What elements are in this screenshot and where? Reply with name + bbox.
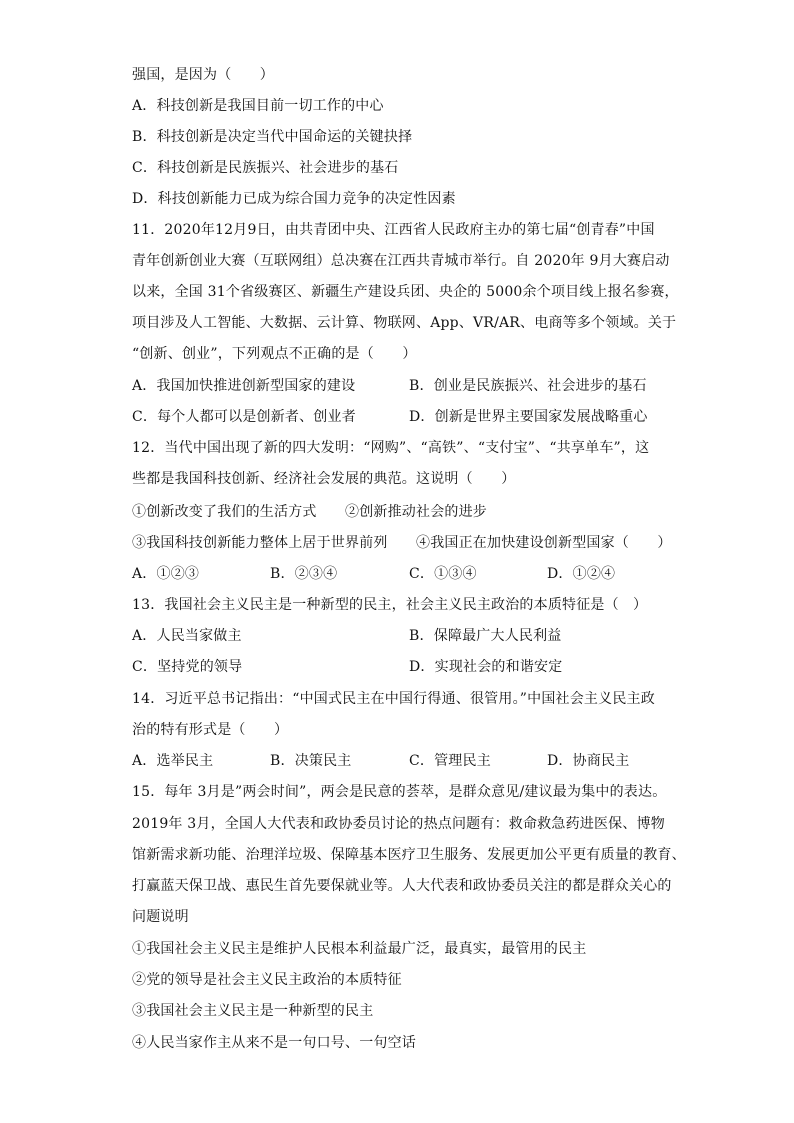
q14-option-d: D．协商民主 bbox=[547, 753, 630, 769]
q11-option-b: B．创业是民族振兴、社会进步的基石 bbox=[409, 378, 647, 394]
q13-stem: 13．我国社会主义民主是一种新型的民主，社会主义民主政治的本质特征是（ ） bbox=[132, 597, 648, 613]
q12-stem-line: 12．当代中国出现了新的四大发明：“网购”、“高铁”、“支付宝”、“共享单车”，这 bbox=[132, 440, 650, 456]
q11-stem-line: 青年创新创业大赛（互联网组）总决赛在江西共青城市举行。自 2020年 9月大赛启动 bbox=[132, 253, 670, 269]
q10-option-d: D．科技创新能力已成为综合国力竞争的决定性因素 bbox=[132, 191, 456, 207]
q15-stem-line: 15．每年 3月是”两会时间”，两会是民意的荟萃，是群众意见/建议最为集中的表达。 bbox=[132, 784, 667, 800]
q11-stem-line: 11．2020年12月9日，由共青团中央、江西省人民政府主办的第七届“创青春”中国 bbox=[132, 222, 655, 238]
q15-statement: ④人民当家作主从来不是一句口号、一句空话 bbox=[132, 1035, 416, 1051]
q15-stem-line: 打赢蓝天保卫战、惠民生首先要保就业等。人大代表和政协委员关注的都是群众关心的 bbox=[132, 878, 672, 894]
q11-option-d: D．创新是世界主要国家发展战略重心 bbox=[409, 409, 648, 425]
q12-stem-line: 些都是我国科技创新、经济社会发展的典范。这说明（ ） bbox=[132, 471, 516, 487]
q12-statement: ①创新改变了我们的生活方式 ②创新推动社会的进步 bbox=[132, 504, 487, 520]
q11-stem-line: 项目涉及人工智能、大数据、云计算、物联网、App、VR/AR、电商等多个领域。关于 bbox=[132, 315, 677, 331]
q14-option-c: C．管理民主 bbox=[409, 753, 491, 769]
q10-option-c: C．科技创新是民族振兴、社会进步的基石 bbox=[132, 160, 399, 176]
q12-statement: ③我国科技创新能力整体上居于世界前列 ④我国正在加快建设创新型国家（ ） bbox=[132, 535, 672, 551]
q15-statement: ③我国社会主义民主是一种新型的民主 bbox=[132, 1003, 374, 1019]
q12-option-d: D．①②④ bbox=[547, 566, 616, 582]
q14-stem-line: 治的特有形式是（ ） bbox=[132, 722, 289, 738]
q11-option-a: A．我国加快推进创新型国家的建设 bbox=[132, 378, 356, 394]
q13-option-b: B．保障最广大人民利益 bbox=[409, 628, 562, 644]
q15-statement: ①我国社会主义民主是维护人民根本利益最广泛，最真实，最管用的民主 bbox=[132, 941, 587, 957]
q12-option-c: C．①③④ bbox=[409, 566, 477, 582]
q11-stem-line: “创新、创业”，下列观点不正确的是（ ） bbox=[132, 346, 417, 362]
q12-option-a: A．①②③ bbox=[132, 566, 200, 582]
q14-option-a: A．选举民主 bbox=[132, 753, 214, 769]
q10-stem-tail: 强国，是因为（ ） bbox=[132, 67, 274, 83]
q11-option-c: C．每个人都可以是创新者、创业者 bbox=[132, 409, 356, 425]
q15-stem-line: 2019年 3月，全国人大代表和政协委员讨论的热点问题有：救命救急药进医保、博物 bbox=[132, 816, 665, 832]
q13-option-a: A．人民当家做主 bbox=[132, 628, 242, 644]
q11-stem-line: 以来，全国 31个省级赛区、新疆生产建设兵团、央企的 5000余个项目线上报名参赛， bbox=[132, 284, 679, 300]
q13-option-c: C．坚持党的领导 bbox=[132, 659, 243, 675]
q14-option-b: B．决策民主 bbox=[270, 753, 352, 769]
q10-option-b: B．科技创新是决定当代中国命运的关键抉择 bbox=[132, 129, 413, 145]
q12-option-b: B．②③④ bbox=[270, 566, 338, 582]
q15-stem-line: 馆新需求新功能、治理洋垃圾、保障基本医疗卫生服务、发展更加公平更有质量的教育、 bbox=[132, 847, 686, 863]
q14-stem-line: 14．习近平总书记指出：“中国式民主在中国行得通、很管用。”中国社会主义民主政 bbox=[132, 691, 655, 707]
q13-option-d: D．实现社会的和谐安定 bbox=[409, 659, 563, 675]
q15-stem-line: 问题说明 bbox=[132, 909, 189, 925]
q10-option-a: A．科技创新是我国目前一切工作的中心 bbox=[132, 98, 384, 114]
q15-statement: ②党的领导是社会主义民主政治的本质特征 bbox=[132, 972, 402, 988]
